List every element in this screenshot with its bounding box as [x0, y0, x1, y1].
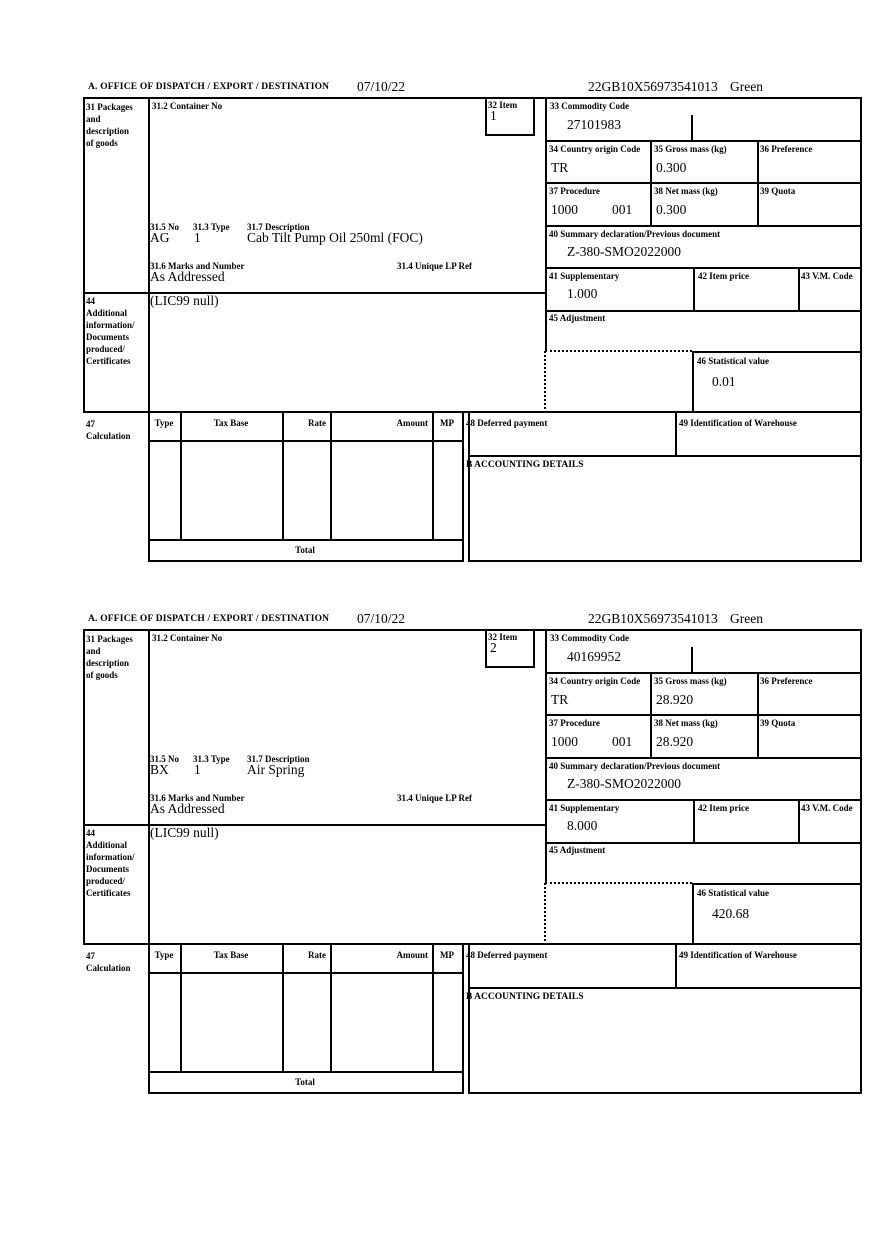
- box44-title-line: information/: [86, 320, 135, 330]
- gross-mass-value: 28.920: [656, 692, 694, 707]
- warehouse-id-label: 49 Identification of Warehouse: [679, 950, 797, 960]
- gross-mass-label: 35 Gross mass (kg): [654, 676, 727, 686]
- supplementary-value: 8.000: [567, 818, 598, 833]
- net-mass-label: 38 Net mass (kg): [654, 718, 718, 728]
- divider-line: [468, 1092, 862, 1094]
- vm-code-label: 43 V.M. Code: [801, 271, 853, 281]
- divider-line: [692, 883, 694, 945]
- item-number-value: 2: [490, 640, 497, 655]
- divider-line: [860, 945, 862, 1094]
- marks-value: As Addressed: [150, 269, 225, 284]
- divider-line: [148, 972, 464, 974]
- divider-line: [282, 945, 284, 1073]
- box44-title-line: 44: [86, 828, 95, 838]
- commodity-code-value: 40169952: [567, 649, 621, 664]
- packages-type-value: 1: [194, 762, 201, 777]
- divider-line: [180, 945, 182, 1073]
- packages-type-label: 31.3 Type: [193, 754, 230, 764]
- dotted-line: [545, 350, 692, 352]
- calc-col-type: Type: [154, 950, 174, 960]
- routing-status: Green: [730, 611, 763, 626]
- calc-col-amount: Amount: [396, 418, 428, 428]
- divider-line: [148, 539, 464, 541]
- box31-title-line: of goods: [86, 138, 118, 148]
- packages-no-label: 31.5 No: [150, 754, 179, 764]
- divider-line: [693, 799, 695, 842]
- quota-label: 39 Quota: [760, 718, 796, 728]
- accounting-details-label: B ACCOUNTING DETAILS: [466, 460, 584, 470]
- box44-title-line: Additional: [86, 308, 128, 318]
- procedure2-value: 001: [612, 734, 633, 749]
- box31-title: [86, 101, 133, 149]
- box44-title-line: Certificates: [86, 888, 131, 898]
- divider-line: [757, 672, 759, 757]
- box44-title-line: Documents: [86, 864, 129, 874]
- divider-line: [691, 115, 693, 140]
- dotted-line: [544, 883, 546, 945]
- divider-line: [545, 629, 547, 883]
- gross-mass-label: 35 Gross mass (kg): [654, 144, 727, 154]
- mrn-number: 22GB10X56973541013: [588, 611, 718, 626]
- calc-col-mp: MP: [440, 950, 454, 960]
- divider-line: [468, 455, 862, 457]
- calc-total-label: Total: [295, 1077, 315, 1087]
- box31-title-line: and: [86, 114, 101, 124]
- container-no-label: 31.2 Container No: [152, 101, 223, 111]
- calc-col-tax-base: Tax Base: [213, 418, 249, 428]
- divider-line: [330, 413, 332, 541]
- dotted-line: [544, 351, 546, 413]
- box44-title-line: Documents: [86, 332, 129, 342]
- country-origin-label: 34 Country origin Code: [549, 676, 641, 686]
- box44-title-line: produced/: [86, 344, 125, 354]
- divider-line: [798, 267, 800, 310]
- vm-code-label: 43 V.M. Code: [801, 803, 853, 813]
- divider-line: [860, 413, 862, 562]
- net-mass-value: 0.300: [656, 202, 687, 217]
- divider-line: [545, 714, 862, 716]
- calc-col-type: Type: [154, 418, 174, 428]
- commodity-code-label: 33 Commodity Code: [550, 101, 629, 111]
- box44-title: [86, 827, 135, 899]
- box31-title-line: description: [86, 658, 130, 668]
- box31-title-line: and: [86, 646, 101, 656]
- calc-col-amount: Amount: [396, 950, 428, 960]
- calc-col-mp: MP: [440, 418, 454, 428]
- country-origin-value: TR: [551, 160, 569, 175]
- divider-line: [545, 97, 547, 351]
- deferred-payment-label: 48 Deferred payment: [466, 950, 548, 960]
- divider-line: [545, 267, 862, 269]
- previous-document-value: Z-380-SMO2022000: [567, 244, 681, 259]
- additional-info-value: (LIC99 null): [150, 825, 219, 840]
- declaration-item-block: [0, 611, 882, 1116]
- country-origin-value: TR: [551, 692, 569, 707]
- item-price-label: 42 Item price: [698, 271, 749, 281]
- divider-line: [468, 413, 470, 562]
- marks-label: 31.6 Marks and Number: [150, 261, 245, 271]
- divider-line: [148, 97, 150, 413]
- lp-ref-label: 31.4 Unique LP Ref: [397, 793, 473, 803]
- box31-title-line: 31 Packages: [86, 634, 133, 644]
- goods-description-value: Cab Tilt Pump Oil 250ml (FOC): [247, 230, 423, 245]
- divider-line: [545, 757, 862, 759]
- divider-line: [757, 140, 759, 225]
- quota-label: 39 Quota: [760, 186, 796, 196]
- box47-title-line: Calculation: [86, 963, 131, 973]
- box31-title-line: of goods: [86, 670, 118, 680]
- divider-line: [468, 987, 862, 989]
- statistical-value-label: 46 Statistical value: [697, 356, 769, 366]
- box31-title-line: description: [86, 126, 130, 136]
- procedure-label: 37 Procedure: [549, 186, 600, 196]
- procedure-value: 1000: [551, 734, 578, 749]
- marks-value: As Addressed: [150, 801, 225, 816]
- statistical-value: 0.01: [712, 374, 736, 389]
- divider-line: [148, 440, 464, 442]
- office-of-dispatch-label: A. OFFICE OF DISPATCH / EXPORT / DESTINATION: [88, 614, 330, 624]
- gross-mass-value: 0.300: [656, 160, 687, 175]
- box47-title: [86, 418, 131, 442]
- dispatch-date: 07/10/22: [357, 611, 406, 626]
- preference-label: 36 Preference: [760, 676, 813, 686]
- box44-title-line: produced/: [86, 876, 125, 886]
- supplementary-value: 1.000: [567, 286, 598, 301]
- dispatch-date: 07/10/22: [357, 79, 406, 94]
- calc-col-tax-base: Tax Base: [213, 950, 249, 960]
- divider-line: [545, 672, 862, 674]
- adjustment-label: 45 Adjustment: [549, 313, 606, 323]
- warehouse-id-label: 49 Identification of Warehouse: [679, 418, 797, 428]
- divider-line: [468, 945, 470, 1094]
- box44-title-line: Additional: [86, 840, 128, 850]
- box47-title-line: 47: [86, 951, 95, 961]
- procedure-label: 37 Procedure: [549, 718, 600, 728]
- divider-line: [545, 842, 862, 844]
- dotted-line: [545, 882, 692, 884]
- divider-line: [692, 351, 862, 353]
- summary-declaration-label: 40 Summary declaration/Previous document: [549, 229, 721, 239]
- commodity-code-value: 27101983: [567, 117, 621, 132]
- lp-ref-label: 31.4 Unique LP Ref: [397, 261, 473, 271]
- divider-line: [432, 413, 434, 541]
- divider-line: [545, 140, 862, 142]
- item-price-label: 42 Item price: [698, 803, 749, 813]
- description-label: 31.7 Description: [247, 754, 310, 764]
- divider-line: [468, 560, 862, 562]
- previous-document-value: Z-380-SMO2022000: [567, 776, 681, 791]
- calc-col-rate: Rate: [308, 418, 326, 428]
- box44-title-line: 44: [86, 296, 95, 306]
- marks-label: 31.6 Marks and Number: [150, 793, 245, 803]
- mrn-number: 22GB10X56973541013: [588, 79, 718, 94]
- divider-line: [692, 351, 694, 413]
- box44-title: [86, 295, 135, 367]
- goods-description-value: Air Spring: [247, 762, 305, 777]
- item-number-value: 1: [490, 108, 497, 123]
- divider-line: [148, 560, 464, 562]
- additional-info-value: (LIC99 null): [150, 293, 219, 308]
- description-label: 31.7 Description: [247, 222, 310, 232]
- procedure-value: 1000: [551, 202, 578, 217]
- box44-title-line: information/: [86, 852, 135, 862]
- container-no-label: 31.2 Container No: [152, 633, 223, 643]
- divider-line: [798, 799, 800, 842]
- box31-title-line: 31 Packages: [86, 102, 133, 112]
- deferred-payment-label: 48 Deferred payment: [466, 418, 548, 428]
- divider-line: [148, 629, 150, 945]
- country-origin-label: 34 Country origin Code: [549, 144, 641, 154]
- divider-line: [691, 647, 693, 672]
- divider-line: [693, 267, 695, 310]
- divider-line: [282, 413, 284, 541]
- box31-title: [86, 633, 133, 681]
- divider-line: [148, 1071, 464, 1073]
- declaration-item-block: [0, 79, 882, 584]
- commodity-code-label: 33 Commodity Code: [550, 633, 629, 643]
- box47-title-line: Calculation: [86, 431, 131, 441]
- calc-total-label: Total: [295, 545, 315, 555]
- box44-title-line: Certificates: [86, 356, 131, 366]
- calc-col-rate: Rate: [308, 950, 326, 960]
- routing-status: Green: [730, 79, 763, 94]
- procedure2-value: 001: [612, 202, 633, 217]
- divider-line: [650, 672, 652, 757]
- box47-title-line: 47: [86, 419, 95, 429]
- divider-line: [692, 883, 862, 885]
- packages-no-label: 31.5 No: [150, 222, 179, 232]
- divider-line: [545, 182, 862, 184]
- divider-line: [545, 799, 862, 801]
- packages-no-value: BX: [150, 762, 169, 777]
- net-mass-label: 38 Net mass (kg): [654, 186, 718, 196]
- statistical-value-label: 46 Statistical value: [697, 888, 769, 898]
- supplementary-label: 41 Supplementary: [549, 271, 620, 281]
- preference-label: 36 Preference: [760, 144, 813, 154]
- accounting-details-label: B ACCOUNTING DETAILS: [466, 992, 584, 1002]
- divider-line: [432, 945, 434, 1073]
- packages-type-label: 31.3 Type: [193, 222, 230, 232]
- divider-line: [148, 1092, 464, 1094]
- packages-type-value: 1: [194, 230, 201, 245]
- box47-title: [86, 950, 131, 974]
- statistical-value: 420.68: [712, 906, 750, 921]
- divider-line: [675, 413, 677, 457]
- net-mass-value: 28.920: [656, 734, 694, 749]
- divider-line: [180, 413, 182, 541]
- divider-line: [545, 225, 862, 227]
- divider-line: [675, 945, 677, 989]
- packages-no-value: AG: [150, 230, 170, 245]
- office-of-dispatch-label: A. OFFICE OF DISPATCH / EXPORT / DESTINATION: [88, 82, 330, 92]
- item-label: 32 Item: [488, 100, 518, 110]
- divider-line: [330, 945, 332, 1073]
- item-label: 32 Item: [488, 632, 518, 642]
- divider-line: [650, 140, 652, 225]
- adjustment-label: 45 Adjustment: [549, 845, 606, 855]
- supplementary-label: 41 Supplementary: [549, 803, 620, 813]
- divider-line: [545, 310, 862, 312]
- summary-declaration-label: 40 Summary declaration/Previous document: [549, 761, 721, 771]
